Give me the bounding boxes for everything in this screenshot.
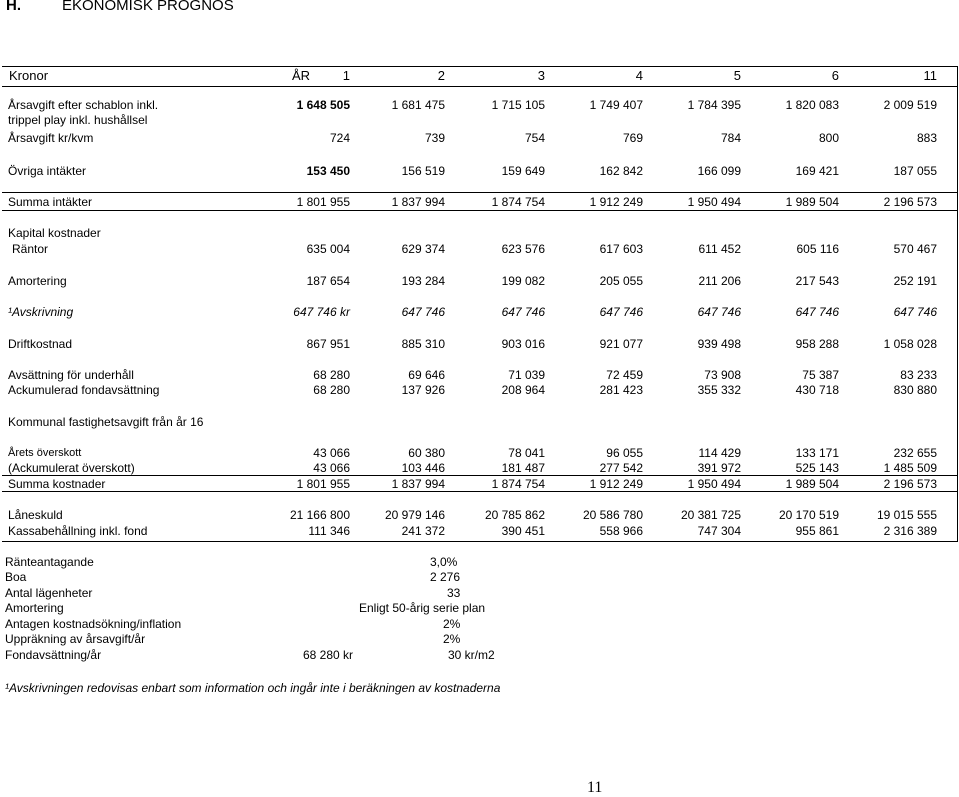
table-cell: 570 467 (893, 242, 937, 256)
table-cell: 181 487 (501, 461, 545, 475)
table-cell: 1 784 395 (687, 98, 741, 112)
header-year-label: ÅR (292, 68, 311, 83)
row-divider (2, 491, 957, 492)
table-cell: 2 009 519 (883, 98, 937, 112)
table-cell: 68 280 (313, 368, 350, 382)
table-cell: 21 166 800 (289, 508, 350, 522)
table-cell: 43 066 (313, 446, 350, 460)
assumption-value: 2% (443, 632, 461, 646)
table-cell: 885 310 (401, 337, 445, 351)
table-cell: 1 989 504 (785, 477, 839, 491)
assumption-value: 2 276 (430, 570, 461, 584)
table-cell: 20 979 146 (384, 508, 445, 522)
row-label: Amortering (8, 274, 67, 288)
table-cell: 166 099 (697, 164, 741, 178)
assumption-label: Fondavsättning/år (5, 648, 102, 662)
table-cell: 2 196 573 (883, 195, 937, 209)
assumption-label: Antal lägenheter (5, 586, 93, 600)
table-cell: 647 746 (501, 305, 545, 319)
page-number: 11 (587, 779, 603, 796)
table-cell: 903 016 (501, 337, 545, 351)
table-cell: 232 655 (893, 446, 937, 460)
section-title: EKONOMISK PROGNOS (62, 0, 234, 14)
table-cell: 1 837 994 (391, 195, 445, 209)
table-cell: 96 055 (606, 446, 643, 460)
table-cell: 958 288 (795, 337, 839, 351)
header-year: 11 (923, 68, 937, 83)
table-cell: 72 459 (606, 368, 643, 382)
table-cell: 187 055 (893, 164, 937, 178)
section-number: H. (6, 0, 21, 14)
row-label: (Ackumulerat överskott) (8, 461, 135, 475)
table-cell: 211 206 (698, 274, 741, 288)
assumption-label: Ränteantagande (5, 555, 94, 569)
assumption-value: 3,0% (430, 555, 458, 569)
table-cell: 193 284 (401, 274, 445, 288)
row-label: Kassabehållning inkl. fond (8, 524, 148, 538)
table-cell: 75 387 (802, 368, 839, 382)
table-cell: 281 423 (599, 383, 643, 397)
table-cell: 103 446 (401, 461, 445, 475)
row-divider (2, 192, 957, 193)
table-cell: 252 191 (893, 274, 937, 288)
footnote: ¹Avskrivningen redovisas enbart som information och ingår inte i beräkningen av kostnaderna (5, 681, 501, 695)
table-cell: 754 (524, 131, 545, 145)
table-cell: 647 746 (795, 305, 839, 319)
table-cell: 153 450 (306, 164, 350, 178)
table-cell: 1 485 509 (883, 461, 937, 475)
table-cell: 611 452 (698, 242, 741, 256)
row-label: Kapital kostnader (8, 226, 101, 240)
table-cell: 430 718 (795, 383, 839, 397)
table-cell: 208 964 (501, 383, 545, 397)
row-label: Årsavgift kr/kvm (8, 131, 94, 145)
table-cell: 1 912 249 (589, 195, 643, 209)
table-cell: 1 837 994 (391, 477, 445, 491)
table-cell: 955 861 (795, 524, 839, 538)
table-cell: 20 381 725 (680, 508, 741, 522)
header-year: 6 (831, 68, 839, 83)
table-cell: 647 746 kr (293, 305, 350, 319)
table-cell: 830 880 (893, 383, 937, 397)
table-cell: 137 926 (401, 383, 445, 397)
table-cell: 83 233 (900, 368, 937, 382)
table-cell: 939 498 (697, 337, 741, 351)
table-cell: 605 116 (796, 242, 839, 256)
assumption-label: Uppräkning av årsavgift/år (5, 632, 146, 646)
table-cell: 355 332 (697, 383, 741, 397)
header-label: Kronor (9, 68, 49, 83)
table-cell: 1 058 028 (883, 337, 937, 351)
assumption-value: 2% (443, 617, 461, 631)
table-cell: 199 082 (501, 274, 545, 288)
section-heading (6, 0, 234, 14)
table-cell: 724 (329, 131, 350, 145)
table-cell: 1 874 754 (491, 477, 545, 491)
row-label: Räntor (12, 242, 49, 256)
row-divider (2, 210, 957, 211)
row-label: Ackumulerad fondavsättning (8, 383, 160, 397)
row-label: Summa kostnader (8, 477, 106, 491)
assumption-label: Antagen kostnadsökning/inflation (5, 617, 182, 631)
table-cell: 159 649 (501, 164, 545, 178)
table-cell: 1 801 955 (296, 195, 350, 209)
table-cell: 1 681 475 (391, 98, 445, 112)
assumption-value: 68 280 kr (303, 648, 354, 662)
table-cell: 769 (622, 131, 643, 145)
table-cell: 747 304 (697, 524, 741, 538)
row-label: Driftkostnad (8, 337, 73, 351)
table-cell: 647 746 (697, 305, 741, 319)
table-cell: 71 039 (508, 368, 545, 382)
table-cell: 647 746 (401, 305, 445, 319)
table-cell: 162 842 (599, 164, 643, 178)
table-cell: 391 972 (697, 461, 741, 475)
table-cell: 784 (720, 131, 741, 145)
assumption-value: 33 (447, 586, 461, 600)
table-cell: 921 077 (599, 337, 643, 351)
table-cell: 1 715 105 (491, 98, 545, 112)
row-label: Årets överskott (8, 447, 82, 459)
table-cell: 1 989 504 (785, 195, 839, 209)
table-cell: 525 143 (795, 461, 839, 475)
table-cell: 2 316 389 (883, 524, 937, 538)
table-cell: 69 646 (408, 368, 445, 382)
row-label: Avsättning för underhåll (8, 368, 134, 382)
table-cell: 623 576 (501, 242, 545, 256)
row-label: ¹Avskrivning (8, 305, 74, 319)
table-cell: 1 874 754 (491, 195, 545, 209)
table-cell: 114 429 (698, 446, 741, 460)
table-cell: 19 015 555 (876, 508, 937, 522)
header-year: 4 (635, 68, 643, 83)
row-label: Övriga intäkter (8, 164, 87, 178)
header-divider (2, 86, 957, 87)
table-cell: 20 785 862 (484, 508, 545, 522)
assumption-label: Amortering (5, 601, 64, 615)
table-cell: 647 746 (893, 305, 937, 319)
table-cell: 883 (916, 131, 937, 145)
table-cell: 617 603 (599, 242, 643, 256)
row-label: Summa intäkter (8, 195, 93, 209)
table-cell: 156 519 (401, 164, 445, 178)
assumption-value: Enligt 50-årig serie plan (359, 601, 486, 615)
table-cell: 2 196 573 (883, 477, 937, 491)
table-cell: 647 746 (599, 305, 643, 319)
table-cell: 133 171 (795, 446, 839, 460)
table-cell: 169 421 (795, 164, 839, 178)
table-cell: 800 (818, 131, 839, 145)
table-cell: 60 380 (408, 446, 445, 460)
table-cell: 1 749 407 (589, 98, 643, 112)
row-divider (2, 475, 957, 476)
table-cell: 217 543 (795, 274, 839, 288)
table-cell: 1 801 955 (296, 477, 350, 491)
table-cell: 390 451 (501, 524, 545, 538)
table-cell: 1 950 494 (687, 477, 741, 491)
table-cell: 111 346 (308, 524, 350, 538)
table-cell: 1 820 083 (785, 98, 839, 112)
table-cell: 1 950 494 (687, 195, 741, 209)
assumption-value-secondary: 30 kr/m2 (448, 648, 495, 662)
table-cell: 187 654 (306, 274, 350, 288)
header-year: 1 (342, 68, 350, 83)
header-year: 5 (733, 68, 741, 83)
row-label: Årsavgift efter schablon inkl. (8, 98, 159, 112)
table-cell: 43 066 (313, 461, 350, 475)
table-cell: 629 374 (401, 242, 445, 256)
header-year: 2 (437, 68, 445, 83)
row-label: Kommunal fastighetsavgift från år 16 (8, 415, 204, 429)
table-cell: 78 041 (508, 446, 545, 460)
row-label: trippel play inkl. hushållsel (8, 113, 148, 127)
table-cell: 1 648 505 (296, 98, 350, 112)
table-cell: 558 966 (599, 524, 643, 538)
row-label: Låneskuld (8, 508, 63, 522)
table-cell: 20 586 780 (582, 508, 643, 522)
header-year: 3 (537, 68, 545, 83)
table-cell: 241 372 (401, 524, 445, 538)
table-cell: 277 542 (599, 461, 643, 475)
table-cell: 1 912 249 (589, 477, 643, 491)
table-cell: 20 170 519 (778, 508, 839, 522)
table-cell: 205 055 (599, 274, 643, 288)
table-cell: 635 004 (306, 242, 350, 256)
table-cell: 739 (424, 131, 445, 145)
table-cell: 68 280 (313, 383, 350, 397)
table-cell: 867 951 (306, 337, 350, 351)
table-cell: 73 908 (704, 368, 741, 382)
assumption-label: Boa (5, 570, 27, 584)
